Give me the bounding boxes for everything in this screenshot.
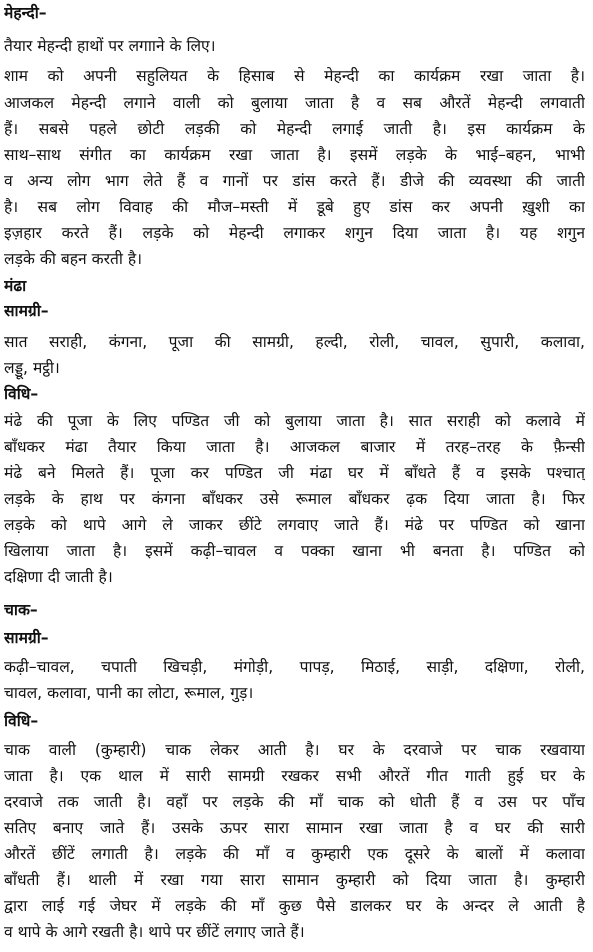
chak-samagri-line: चावल, कलावा, पानी का लोटा, रूमाल, गुड़। <box>4 684 254 702</box>
chak-vidhi-line: सतिए बनाए जाते हैं। उसके ऊपर सारा सामान रखा जाता है व घर की सारी <box>4 819 585 837</box>
mehndi-line: है। सब लोग विवाह की मौज–मस्ती में डूबे हुए डांस कर अपनी ख़ुशी का <box>4 198 585 216</box>
mandha-vidhi-line: बाँधकर मंढा तैयार किया जाता है। आजकल बाजार में तरह–तरह के फ़ैन्सी <box>4 438 585 456</box>
mehndi-line: तैयार मेहन्दी हाथों पर लगााने के लिए। <box>4 37 216 55</box>
chak-heading: चाक– <box>4 601 38 619</box>
mandha-vidhi-line: लड़के को थापे आगे ले जाकर छींटे लगवाए जाते हैं। मंढे पर पण्डित को खाना <box>4 516 585 534</box>
mandha-samagri-line: सात सराही, कंगना, पूजा की सामग्री, हल्दी, रोली, चावल, सुपारी, कलावा, <box>4 333 585 351</box>
mehndi-line: हैं। सबसे पहले छोटी लड़की को मेहन्दी लगाई जाती है। इस कार्यक्रम के <box>4 120 585 138</box>
chak-vidhi-line: व थापे के आगे रखती है। थापे पर छींटें लगाए जाते हैं। <box>4 923 305 941</box>
mandha-vidhi-line: खिलाया जाता है। इसमें कढ़ी–चावल व पक्का खाना भी बनता है। पण्डित को <box>4 542 585 560</box>
mandha-samagri-heading: सामग्री– <box>4 302 49 320</box>
mandha-vidhi-line: मंढे की पूजा के लिए पण्डित जी को बुलाया जाता है। सात सराही को कलावे में <box>4 412 585 430</box>
mandha-heading: मंढा <box>4 277 27 295</box>
chak-samagri-heading: सामग्री– <box>4 629 49 647</box>
mehndi-heading: मेहन्दी– <box>4 4 47 22</box>
mandha-vidhi-line: मंढे बने मिलते हैं। पूजा कर पण्डित जी मंढा घर में बाँधते हैं व इसके पश्चात् <box>4 464 585 482</box>
mehndi-line: इज़हार करते हैं। लड़के को मेहन्दी लगाकर शगुन दिया जाता है। यह शगुन <box>4 224 585 242</box>
chak-samagri-line: कढ़ी–चावल, चपाती खिचड़ी, मंगोड़ी, पापड़, मिठाई, साड़ी, दक्षिणा, रोली, <box>4 658 585 676</box>
chak-vidhi-line: द्वारा लाई गई जेघर में लड़के की माँ कुछ पैसे डालकर घर के अन्दर ले आती है <box>4 897 585 915</box>
mehndi-line: लड़के की बहन करती है। <box>4 250 143 268</box>
mandha-vidhi-line: लड़के के हाथ पर कंगना बाँधकर उसे रूमाल बाँधकर ढ़क दिया जाता है। फिर <box>4 490 585 508</box>
mehndi-line: आजकल मेहन्दी लगाने वाली को बुलाया जाता है व सब औरतें मेहन्दी लगवाती <box>4 94 585 112</box>
mandha-vidhi-line: दक्षिणा दी जाती है। <box>4 568 113 586</box>
mandha-vidhi-heading: विधि– <box>4 385 39 403</box>
mehndi-line: शाम को अपनी सहुलियत के हिसाब से मेहन्दी का कार्यक्रम रखा जाता है। <box>4 67 585 85</box>
chak-vidhi-line: औरतें छींटें लगाती है। लड़के की माँ व कुम्हारी एक दूसरे के बालों में कलावा <box>4 845 585 863</box>
mehndi-line: व अन्य लोग भाग लेते हैं व गानों पर डांस करते हैं। डीजे की व्यवस्था की जाती <box>4 172 585 190</box>
mandha-samagri-line: लड्डू, मट्ठी। <box>4 359 60 377</box>
mehndi-line: साथ–साथ संगीत का कार्यक्रम रखा जाता है। इसमें लड़के के भाई–बहन, भाभी <box>4 146 585 164</box>
chak-vidhi-line: दरवाजे तक जाती है। वहाँ पर लड़के की माँ चाक को धोती हैं व उस पर पाँच <box>4 793 585 811</box>
chak-vidhi-line: बाँधती हैं। थाली में रखा गया सारा सामान कुम्हारी को दिया जाता है। कुम्हारी <box>4 871 585 889</box>
chak-vidhi-line: चाक वाली (कुम्हारी) चाक लेकर आती है। घर के दरवाजे पर चाक रखवाया <box>4 741 585 759</box>
chak-vidhi-line: जाता है। एक थाल में सारी सामग्री रखकर सभी औरतें गीत गाती हुई घर के <box>4 767 585 785</box>
chak-vidhi-heading: विधि– <box>4 712 39 730</box>
